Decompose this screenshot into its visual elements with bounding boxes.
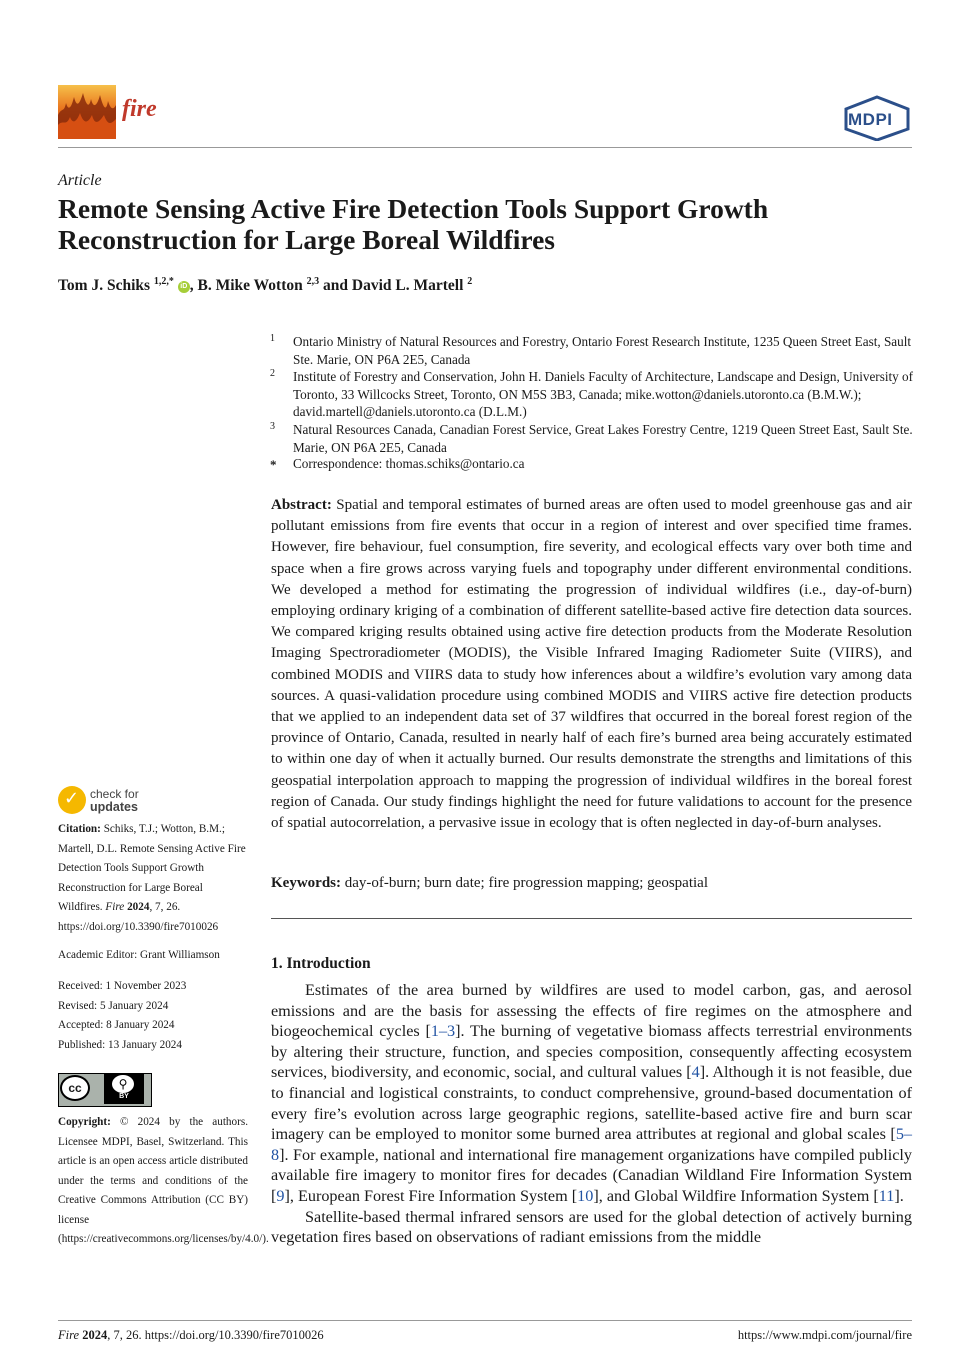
author-affiliation-sup: 2,3 [306,276,320,287]
keywords-label: Keywords: [271,875,341,891]
abstract-text: Spatial and temporal estimates of burned areas are often used to model greenhouse gas and air pollutant emissions from fire events that occur in a region of interest and over specified time frames. However, fire behaviour, fuel consumption, fire severity, and ecological effects vary over both time and space when a fire grows across varying fuels and topography under different environmental conditions. We developed a method for estimating the progression of individual wildfires (i.e., day-of-burn) employing ordinary kriging of a combination of different satellite-based active fire detection data sources. We compared kriging results obtained using active fire detection products from the Moderate Resolution Imaging Spectroradiometer (MODIS), the Visible Infrared Imaging Radiometer Suite (VIIRS), and combined MODIS and VIIRS data to study how inferences about a wildfire’s evolution vary among data sources. A quasi-validation procedure using combined MODIS and VIIRS active fire detection products that we applied to an independent data set of 37 wildfires that occurred in the boreal forest region of the province of Ontario, Canada, resulted in nearly half of each fire’s burned area being accurately estimated to within one day of when it actually burned. Our results demonstrate the strengths and limitations of this geospatial interpolation approach to mapping the progression of individual wildfires in the boreal forest region of Canada. Our study findings highlight the need for future validations to account for the presence of spatial autocorrelation, a pervasive issue in ecology that is often neglected in day-of-burn analyses. [271,497,913,832]
journal-name: fire [122,96,157,122]
cc-icon: cc [60,1075,90,1101]
author-affiliation-sup: 1,2,* [153,276,174,287]
affiliation-number: * [270,457,277,472]
citation-label: Citation: [58,823,101,835]
published-date: Published: 13 January 2024 [58,1039,182,1051]
person-icon: ⚲ [112,1075,134,1093]
abstract [271,495,912,834]
section-heading: 1. Introduction [271,955,371,972]
received-date: Received: 1 November 2023 [58,980,187,992]
footer-doi[interactable]: , 7, 26. https://doi.org/10.3390/fire7010026 [107,1328,324,1342]
header-rule [58,147,912,148]
affiliation-number: 2 [270,368,275,379]
intro-text: ]. [894,1186,904,1205]
footer-journal-url[interactable]: https://www.mdpi.com/journal/fire [737,1328,912,1342]
author-joiner: , [189,277,198,295]
citation-doi[interactable]: , 7, 26. https://doi.org/10.3390/fire7010026 [58,901,219,933]
section-divider [271,918,912,919]
affiliation-text: Institute of Forestry and Conservation, John H. Daniels Faculty of Architecture, Landscape and Design, University of Toronto, 33 Willcocks Street, Toronto, ON M5S 3B3, Canada; mike.wotton@daniels.utoronto.ca (B.M.W.); david.martell@daniels.utoronto.ca (D.L.M.) [293,369,914,419]
citation-link[interactable]: 1–3 [430,1022,456,1041]
check-updates-label[interactable]: check for [90,787,139,801]
citation-link[interactable]: 11 [878,1186,895,1205]
intro-body [271,980,912,1248]
keywords [271,875,912,892]
intro-text: ], European Forest Fire Information System [ [284,1186,578,1205]
checkmark-icon: ✓ [64,788,80,809]
journal-logo [58,85,116,139]
accepted-date: Accepted: 8 January 2024 [58,1019,175,1031]
affiliation-number: 1 [270,333,275,344]
intro-text: ]. The burning of vegetative biomass affects terrestrial environments by altering their structure, function, and species composition, consequently affecting ecosystem services, biodiversity, and economic, social, and cultural values [ [271,1022,912,1082]
abstract-label: Abstract: [271,497,332,513]
affiliation-text: Natural Resources Canada, Canadian Forest Service, Great Lakes Forestry Centre, 1219 Queen Street East, Sault Ste. Marie, ON P6A 2E5, Canada [293,422,913,455]
affiliation-text: Ontario Ministry of Natural Resources and Forestry, Ontario Forest Research Institute, 1235 Queen Street East, Sault Ste. Marie, ON P6A 2E5, Canada [293,334,912,367]
revised-date: Revised: 5 January 2024 [58,1000,169,1012]
author-affiliation-sup: 2 [467,276,473,287]
author-list [58,276,472,295]
copyright-label: Copyright: [58,1116,111,1128]
footer-year: 2024 [82,1328,108,1342]
author-name: B. Mike Wotton [197,277,303,295]
citation-journal: Fire [105,901,125,913]
author-name: Tom J. Schiks [58,277,151,295]
correspondence: Correspondence: thomas.schiks@ontario.ca [293,456,525,471]
citation-link[interactable]: 4 [691,1063,700,1082]
article-type: Article [58,172,102,189]
citation-block [58,820,248,937]
intro-text: ]. Although it is not feasible, due to financial and logistical constraints, to conduct comprehensive, ground-based documentation of every fire’s evolution across large geographic regions, satellite-based active fire and burn scar imagery can be employed to monitor some burned area attributes at regional and global scales [ [271,1063,912,1144]
academic-editor: Academic Editor: Grant Williamson [58,949,220,961]
citation-year: 2024 [127,901,150,913]
intro-text: Satellite-based thermal infrared sensors are used for the global detection of actively burning vegetation fires based on observations of radiant emissions from the middle [271,1207,912,1247]
intro-text: Estimates of the area burned by wildfires are used to model carbon, gas, and aerosol emissions and are the basis for assessing the effects of fire regimes on the atmosphere and biogeochemical cycles [ [271,981,912,1041]
footer-citation [58,1328,324,1343]
citation-link[interactable]: 5–8 [271,1125,912,1164]
citation-link[interactable]: 9 [276,1186,285,1205]
intro-text: ], and Global Wildfire Information System [ [593,1186,879,1205]
copyright-block [58,1113,269,1250]
footer-rule [58,1320,912,1321]
citation-text: Schiks, T.J.; Wotton, B.M.; Martell, D.L. Remote Sensing Active Fire Detection Tools Support Growth Reconstruction for Large Boreal Wildfires. [58,823,246,913]
intro-text: ]. For example, national and international fire management organizations have compiled publicly available fire imagery to monitor fires for decades (Canadian Wildland Fire Information System [ [271,1145,912,1205]
author-joiner: and [319,277,352,295]
check-updates-label[interactable]: updates [90,800,138,814]
footer-journal: Fire [58,1328,80,1342]
citation-link[interactable]: 10 [577,1186,594,1205]
affiliation-number: 3 [270,421,275,432]
orcid-icon[interactable]: iD [178,281,190,293]
mdpi-logo-text: MDPI [848,110,893,129]
author-name: David L. Martell [351,277,464,295]
copyright-text: © 2024 by the authors. Licensee MDPI, Basel, Switzerland. This article is an open access article distributed under the terms and conditions of the Creative Commons Attribution (CC BY) license (https://creativecommons.org/licenses/by/4.0/). [58,1116,269,1245]
article-title: Remote Sensing Active Fire Detection Tools Support Growth Reconstruction for Large Boreal Wildfires [58,193,769,255]
keywords-text: day-of-burn; burn date; fire progression mapping; geospatial [344,875,708,891]
by-label: BY [119,1093,129,1100]
